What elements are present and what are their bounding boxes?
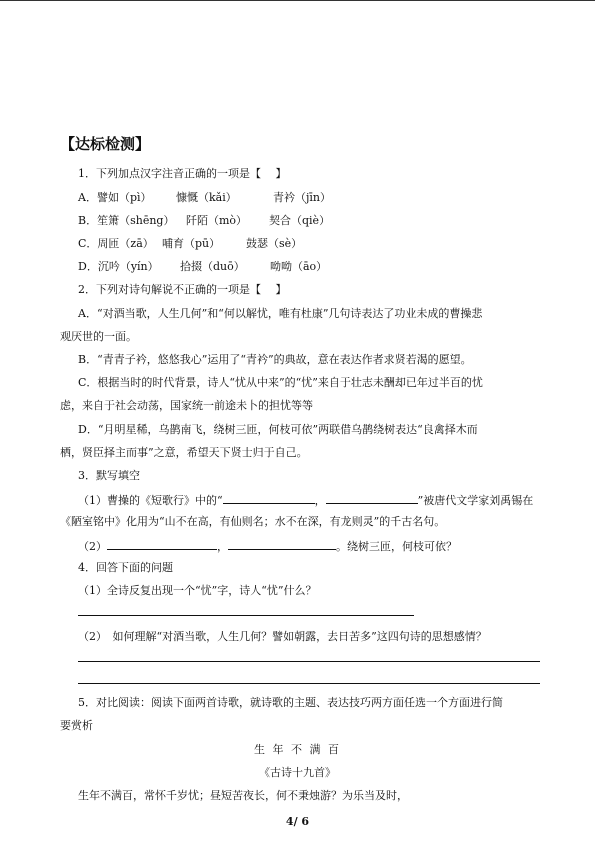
q3-2-suffix: 。绕树三匝，何枝可依？	[336, 540, 457, 553]
q1-option-d	[78, 260, 327, 274]
q3-stem: 3．默写填空	[78, 469, 140, 482]
page-number: 4/ 6	[285, 815, 310, 828]
q2-option-a-line1: A．“对酒当歌，人生几何”和“何以解忧，唯有杜康”几句诗表达了功业未成的曹操悲	[78, 307, 483, 320]
section-title: 【达标检测】	[60, 135, 151, 153]
q1-option-a	[78, 191, 331, 205]
q4-item-1: （1）全诗反复出现一个“忧”字，诗人“忧”什么？	[78, 584, 317, 597]
q1-stem: 1．下列加点汉字注音正确的一项是【 】	[78, 167, 287, 180]
q1-b-item-3: 契合（qiè）	[269, 214, 331, 227]
q3-item-1-line1	[78, 492, 533, 508]
q1-c-item-2: 哺育（pū）	[162, 237, 221, 250]
q3-2-blank-1[interactable]	[107, 538, 217, 550]
q1-option-b	[78, 214, 330, 228]
q3-1-blank-2[interactable]	[326, 492, 418, 504]
q4-2-answer-line-2[interactable]	[78, 683, 540, 684]
q3-1-blank-1[interactable]	[223, 492, 315, 504]
q2-option-c-line2: 虑，来自于社会动荡，国家统一前途未卜的担忧等等	[60, 399, 313, 412]
poem-line-1: 生年不满百，常怀千岁忧；昼短苦夜长，何不秉烛游？为乐当及时，	[78, 789, 408, 802]
q4-2-answer-line-1[interactable]	[78, 661, 540, 662]
q1-a-item-3: 青衿（jīn）	[273, 191, 332, 204]
q1-option-c	[78, 237, 302, 251]
q3-item-2	[78, 538, 457, 554]
q2-stem: 2．下列对诗句解说不正确的一项是【 】	[78, 283, 287, 296]
q5-stem-line1: 5．对比阅读：阅读下面两首诗歌，就诗歌的主题、表达技巧两方面任选一个方面进行简	[78, 696, 503, 709]
q2-option-d-line1: D．“月明星稀，乌鹊南飞，绕树三匝，何枝可依”两联借乌鹊绕树表达“良禽择木而	[78, 423, 478, 436]
q4-stem: 4．回答下面的问题	[78, 561, 173, 574]
q5-stem-line2: 要赏析	[60, 719, 93, 732]
q3-2-prefix: （2）	[78, 540, 107, 553]
q1-a-item-1: A．譬如（pì）	[78, 191, 152, 204]
q1-a-item-2: 慷慨（kǎi）	[176, 191, 237, 204]
q2-option-b: B．“青青子衿，悠悠我心”运用了“青衿”的典故，意在表达作者求贤若渴的愿望。	[78, 353, 472, 366]
q1-d-item-3: 呦呦（āo）	[270, 260, 328, 273]
q3-2-comma: ，	[217, 540, 228, 553]
q2-option-a-line2: 观厌世的一面。	[60, 330, 137, 343]
q4-1-answer-line[interactable]	[78, 615, 414, 616]
q3-1-suffix: ”被唐代文学家刘禹锡在	[417, 494, 534, 507]
q3-1-prefix: （1）曹操的《短歌行》中的“	[78, 494, 223, 507]
q2-option-c-line1: C．根据当时的时代背景，诗人“忧从中来”的“忧”来自于壮志未酬却已年过半百的忧	[78, 376, 483, 389]
q4-item-2: （2） 如何理解“对酒当歌，人生几何？譬如朝露，去日苦多”这四句诗的思想感情？	[78, 630, 487, 643]
top-border	[0, 0, 595, 1]
q1-c-item-1: C．周匝（zā）	[78, 237, 154, 250]
q1-d-item-2: 拾掇（duō）	[180, 260, 245, 273]
q1-b-item-2: 阡陌（mò）	[186, 214, 248, 227]
q3-2-blank-2[interactable]	[228, 538, 336, 550]
q1-b-item-1: B．笙箫（shēng）	[78, 214, 175, 227]
q1-c-item-3: 鼓瑟（sè）	[246, 237, 303, 250]
q2-option-d-line2: 栖，贤臣择主而事”之意，希望天下贤士归于自己。	[60, 446, 308, 459]
q3-1-comma: ，	[314, 494, 326, 507]
poem-source: 《古诗十九首》	[259, 766, 336, 779]
q1-d-item-1: D．沉吟（yín）	[78, 260, 159, 273]
q3-item-1-line2: 《陋室铭中》化用为“山不在高，有仙则名；水不在深，有龙则灵”的千古名句。	[60, 515, 446, 528]
poem-title: 生 年 不 满 百	[254, 743, 341, 756]
